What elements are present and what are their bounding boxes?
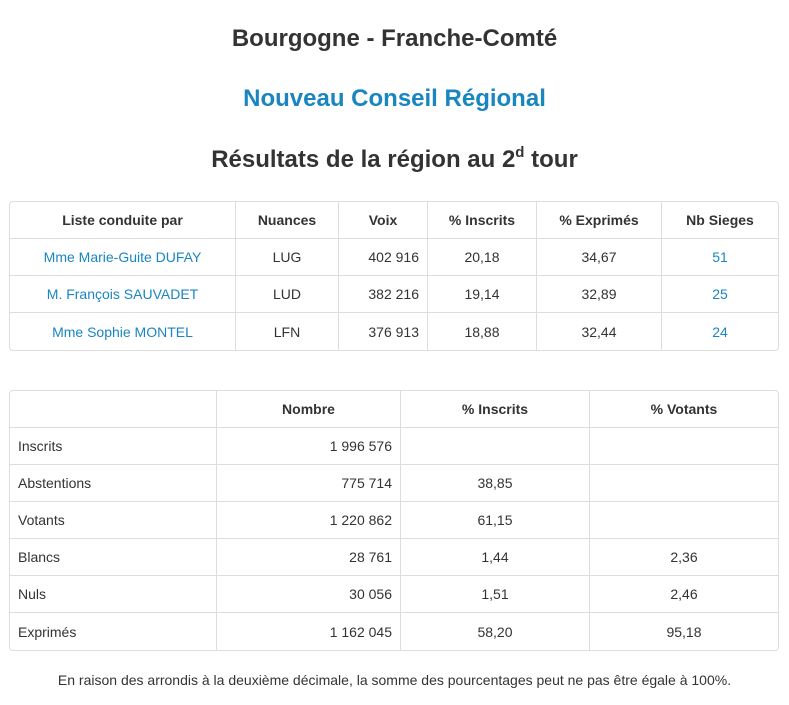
results-title-prefix: Résultats de la région au 2 [211, 146, 516, 173]
row-label: Inscrits [10, 428, 217, 465]
pct-inscrits-cell: 38,85 [401, 465, 590, 502]
table-row [10, 465, 778, 502]
footnote: En raison des arrondis à la deuxième décimale, la somme des pourcentages peut ne pas être égale à 100%. [57, 672, 732, 688]
row-label: Votants [10, 502, 217, 539]
row-label: Blancs [10, 539, 217, 576]
table-header-row [10, 391, 778, 428]
column-header-list: Liste conduite par [10, 202, 236, 239]
candidate-link[interactable]: M. François SAUVADET [10, 276, 236, 313]
pct-votants-cell: 95,18 [666, 623, 702, 640]
nombre-cell: 1 996 576 [217, 428, 401, 465]
seats-link[interactable]: 24 [712, 323, 728, 340]
row-label: Exprimés [10, 613, 217, 650]
table-row [10, 576, 778, 613]
pct-votants-cell: 2,46 [590, 576, 778, 613]
column-header-pct-votants: % Votants [590, 391, 778, 428]
results-title-suffix: tour [524, 146, 578, 173]
nuance-cell: LUG [236, 239, 339, 276]
row-label: Abstentions [10, 465, 217, 502]
column-header-pct-inscrits: % Inscrits [401, 391, 590, 428]
column-header-pct-exprimes: % Exprimés [537, 202, 662, 239]
nombre-cell: 775 714 [217, 465, 401, 502]
pct-inscrits-cell: 61,15 [401, 502, 590, 539]
pct-inscrits-cell: 18,88 [428, 313, 537, 350]
table-row [10, 539, 778, 576]
table-row [10, 276, 778, 313]
pct-exprimes-cell: 32,89 [537, 276, 662, 313]
column-header-nombre: Nombre [217, 391, 401, 428]
voix-cell: 402 916 [339, 239, 428, 276]
nombre-cell: 1 162 045 [217, 613, 401, 650]
seats-link[interactable]: 51 [662, 239, 778, 276]
results-title-superscript: d [515, 144, 525, 161]
table-row [10, 239, 778, 276]
pct-exprimes-cell: 32,44 [537, 313, 662, 350]
pct-inscrits-cell: 1,51 [401, 576, 590, 613]
pct-votants-cell: 2,36 [590, 539, 778, 576]
column-header-voix: Voix [339, 202, 428, 239]
pct-votants-cell [590, 465, 778, 502]
nuance-cell: LUD [236, 276, 339, 313]
nuance-cell: LFN [236, 313, 339, 350]
lists-results-table [9, 201, 779, 351]
pct-inscrits-cell: 20,18 [428, 239, 537, 276]
pct-inscrits-cell: 19,14 [428, 276, 537, 313]
pct-votants-cell [590, 428, 778, 465]
pct-exprimes-cell: 34,67 [537, 239, 662, 276]
table-row [10, 428, 778, 465]
region-title: Bourgogne - Franche-Comté [231, 25, 558, 52]
table-header-row [10, 202, 778, 239]
pct-inscrits-cell: 1,44 [401, 539, 590, 576]
summary-table [9, 390, 779, 651]
column-header-nuances: Nuances [236, 202, 339, 239]
nombre-cell: 30 056 [217, 576, 401, 613]
voix-cell: 382 216 [339, 276, 428, 313]
council-title: Nouveau Conseil Régional [243, 85, 546, 112]
voix-cell: 376 913 [339, 313, 428, 350]
pct-votants-cell [590, 502, 778, 539]
table-row [10, 613, 778, 650]
row-label: Nuls [10, 576, 217, 613]
pct-inscrits-cell [401, 428, 590, 465]
table-row [10, 313, 778, 350]
table-row [10, 502, 778, 539]
nombre-cell: 1 220 862 [217, 502, 401, 539]
nombre-cell: 28 761 [217, 539, 401, 576]
candidate-link[interactable]: Mme Marie-Guite DUFAY [10, 239, 236, 276]
results-title [0, 144, 789, 174]
column-header-pct-inscrits: % Inscrits [428, 202, 537, 239]
column-header-nb-sieges: Nb Sieges [662, 202, 778, 239]
pct-inscrits-cell: 58,20 [401, 613, 590, 650]
column-header-empty [10, 391, 217, 428]
candidate-link[interactable]: Mme Sophie MONTEL [10, 313, 236, 350]
seats-link[interactable]: 25 [662, 276, 778, 313]
